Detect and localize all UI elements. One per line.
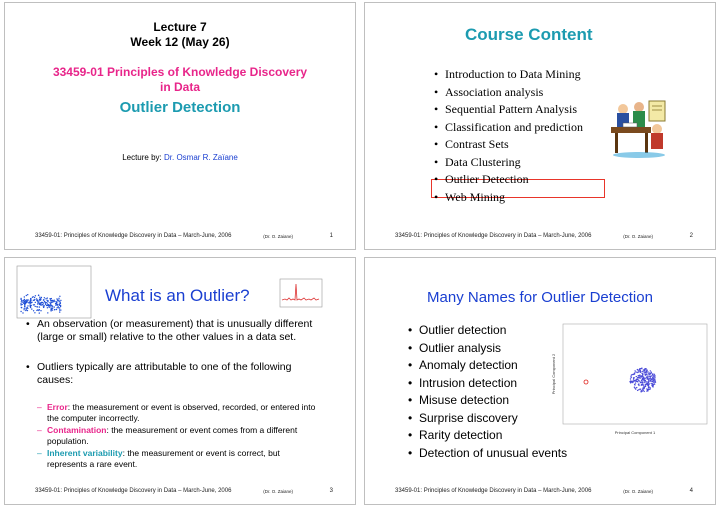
scatter-dot: [20, 298, 21, 299]
slide-3[interactable]: [4, 257, 356, 505]
cause-term: Error: [47, 402, 68, 412]
pca-dot: [649, 389, 650, 390]
pca-dot: [642, 374, 643, 375]
pca-dot: [643, 387, 644, 388]
pca-dot: [646, 372, 647, 373]
scatter-dot: [24, 308, 25, 309]
footer-author: (Dr. O. Zaiane): [623, 234, 653, 239]
pca-dot: [633, 379, 634, 380]
pca-dot: [635, 380, 636, 381]
signal-spike-thumbnail-icon: [279, 278, 323, 308]
scatter-dot: [27, 299, 28, 300]
pca-dot: [632, 382, 633, 383]
pca-dot: [647, 375, 648, 376]
scatter-dot: [20, 304, 21, 305]
scatter-dot: [36, 298, 37, 299]
scatter-dot: [21, 307, 22, 308]
scatter-dot: [35, 302, 36, 303]
scatter-dot: [46, 302, 47, 303]
pca-dot: [637, 369, 638, 370]
pca-dot: [641, 373, 642, 374]
scatter-dot: [30, 298, 31, 299]
lecture-number: Lecture 7: [153, 20, 207, 34]
scatter-dot: [44, 301, 45, 302]
pca-dot: [634, 384, 635, 385]
pca-dot: [645, 371, 646, 372]
cause-term: Contamination: [47, 425, 107, 435]
scatter-dot: [24, 304, 25, 305]
pca-dot: [647, 371, 648, 372]
footer-text: 33459-01: Principles of Knowledge Discovery in Data – March-June, 2006: [395, 233, 592, 239]
pca-dot: [639, 375, 640, 376]
footer-text: 33459-01: Principles of Knowledge Discovery in Data – March-June, 2006: [395, 488, 592, 494]
scatter-dot: [23, 303, 24, 304]
pca-dot: [640, 382, 641, 383]
course-title-line1: 33459-01 Principles of Knowledge Discovery: [52, 65, 308, 79]
list-item: • Intrusion detection: [405, 375, 575, 393]
footer-author: (Dr. O. Zaiane): [623, 489, 653, 494]
scatter-dot: [43, 307, 44, 308]
scatter-dot: [40, 305, 41, 306]
slide-1[interactable]: [4, 2, 356, 250]
scatter-dot: [47, 312, 48, 313]
scatter-dot: [55, 303, 56, 304]
pca-dot: [646, 381, 647, 382]
scatter-dot: [20, 311, 21, 312]
scatter-dot: [33, 304, 34, 305]
pca-dot: [652, 374, 653, 375]
scatter-dot: [60, 300, 61, 301]
cause-desc: : the measurement or event comes from a different population.: [47, 425, 298, 446]
list-item[interactable]: • Contrast Sets: [431, 136, 611, 154]
pca-dot: [648, 384, 649, 385]
course-title-line2: in Data: [159, 80, 200, 94]
scatter-dot: [54, 301, 55, 302]
scatter-dot: [23, 309, 24, 310]
scatter-dot: [24, 296, 25, 297]
pca-dot: [647, 390, 648, 391]
lecturer-line: [5, 153, 355, 162]
scatter-dot: [47, 297, 48, 298]
scatter-dot: [56, 309, 57, 310]
list-item[interactable]: • Introduction to Data Mining: [431, 66, 611, 84]
scatter-dot: [60, 309, 61, 310]
scatter-dot: [24, 299, 25, 300]
pca-dot: [646, 374, 647, 375]
scatter-dot: [34, 299, 35, 300]
pca-dot: [636, 376, 637, 377]
pca-dot: [634, 387, 635, 388]
scatter-dot: [59, 296, 60, 297]
pca-dot: [648, 386, 649, 387]
course-topic-list: [431, 66, 611, 206]
scatter-dot: [32, 297, 33, 298]
pca-dot: [644, 370, 645, 371]
lecture-week: Week 12 (May 26): [130, 35, 230, 49]
scatter-dot: [58, 304, 59, 305]
scatter-dot: [24, 306, 25, 307]
scatter-dot: [55, 304, 56, 305]
scatter-dot: [36, 306, 37, 307]
list-item[interactable]: • Classification and prediction: [431, 119, 611, 137]
scatter-dot: [27, 305, 28, 306]
course-title: [5, 65, 355, 95]
slide-title: What is an Outlier?: [105, 286, 250, 305]
scatter-dot: [47, 307, 48, 308]
scatter-dot: [51, 308, 52, 309]
scatter-dot: [56, 304, 57, 305]
pca-dot: [637, 372, 638, 373]
scatter-dot: [41, 297, 42, 298]
pca-dot: [640, 372, 641, 373]
outlier-causes-list: [37, 402, 317, 470]
list-item: • An observation (or measurement) that is unusually different (large or small) relative to the other values in a data set.: [23, 318, 323, 344]
students-clipart-icon: [609, 97, 669, 159]
pca-dot: [633, 378, 634, 379]
scatter-dot: [38, 295, 39, 296]
pca-dot: [643, 379, 644, 380]
pca-dot: [652, 383, 653, 384]
pca-dot: [649, 376, 650, 377]
pca-dot: [646, 388, 647, 389]
scatter-dot: [24, 301, 25, 302]
pca-dot: [651, 383, 652, 384]
pca-dot: [631, 374, 632, 375]
list-item: – Contamination: the measurement or event comes from a different population.: [37, 425, 298, 446]
pca-dot: [654, 379, 655, 380]
pca-dot: [638, 383, 639, 384]
scatter-dot: [45, 298, 46, 299]
scatter-dot: [60, 302, 61, 303]
pca-dot: [641, 368, 642, 369]
pca-dot: [630, 376, 631, 377]
scatter-dot: [23, 300, 24, 301]
list-item[interactable]: • Association analysis: [431, 84, 611, 102]
pca-dot: [652, 386, 653, 387]
scatter-dot: [26, 295, 27, 296]
scatter-dot: [39, 303, 40, 304]
pca-dot: [639, 389, 640, 390]
pca-dot: [648, 380, 649, 381]
scatter-dot: [31, 302, 32, 303]
list-item: • Outlier detection: [405, 322, 575, 340]
pca-dot: [643, 376, 644, 377]
pca-dot: [630, 380, 631, 381]
scatter-dot: [50, 310, 51, 311]
scatter-dot: [30, 307, 31, 308]
pca-dot: [650, 380, 651, 381]
scatter-dot: [27, 308, 28, 309]
pca-dot: [635, 382, 636, 383]
pca-dot: [638, 370, 639, 371]
pca-dot: [644, 373, 645, 374]
pca-dot: [639, 369, 640, 370]
scatter-dot: [40, 310, 41, 311]
scatter-dot: [40, 300, 41, 301]
pca-dot: [643, 390, 644, 391]
pca-dot: [639, 381, 640, 382]
scatter-dot: [33, 300, 34, 301]
pca-dot: [638, 377, 639, 378]
pca-dot: [653, 380, 654, 381]
scatter-dot: [52, 300, 53, 301]
pca-dot: [642, 371, 643, 372]
pca-dot: [638, 385, 639, 386]
pca-dot: [653, 382, 654, 383]
scatter-dot: [45, 304, 46, 305]
pca-dot: [644, 382, 645, 383]
footer-text: 33459-01: Principles of Knowledge Discovery in Data – March-June, 2006: [35, 233, 232, 239]
scatter-dot: [36, 300, 37, 301]
pca-dot: [633, 381, 634, 382]
list-item: • Anomaly detection: [405, 357, 575, 375]
slide-title: Many Names for Outlier Detection: [427, 289, 653, 306]
outlier-scatter-thumbnail-icon: [11, 264, 93, 322]
scatter-dot: [27, 294, 28, 295]
pca-dot: [640, 376, 641, 377]
scatter-dot: [39, 306, 40, 307]
scatter-dot: [41, 302, 42, 303]
scatter-dot: [25, 300, 26, 301]
pca-dot: [641, 390, 642, 391]
scatter-dot: [48, 304, 49, 305]
scatter-dot: [31, 308, 32, 309]
scatter-dot: [51, 302, 52, 303]
scatter-dot: [34, 297, 35, 298]
pca-dot: [645, 384, 646, 385]
pca-dot: [636, 381, 637, 382]
plot-ylabel: Principal Component 2: [551, 353, 556, 395]
scatter-dot: [26, 309, 27, 310]
scatter-dot: [30, 300, 31, 301]
scatter-dot: [22, 312, 23, 313]
scatter-dot: [46, 305, 47, 306]
pca-dot: [650, 370, 651, 371]
pca-dot: [642, 383, 643, 384]
scatter-dot: [27, 310, 28, 311]
scatter-dot: [55, 301, 56, 302]
footer-text: 33459-01: Principles of Knowledge Discovery in Data – March-June, 2006: [35, 488, 232, 494]
pca-dot: [654, 383, 655, 384]
pca-scatter-plot: [545, 320, 711, 440]
pca-dot: [645, 385, 646, 386]
plot-xlabel: Principal Component 1: [614, 430, 656, 435]
page-number: 3: [329, 488, 333, 494]
pca-dot: [654, 381, 655, 382]
outlier-definition-list: [23, 318, 323, 387]
pca-dot: [644, 391, 645, 392]
scatter-dot: [39, 312, 40, 313]
scatter-dot: [44, 305, 45, 306]
scatter-dot: [57, 300, 58, 301]
list-item: • Surprise discovery: [405, 410, 575, 428]
page-number: 1: [329, 233, 333, 239]
pca-dot: [646, 369, 647, 370]
scatter-dot: [52, 301, 53, 302]
list-item[interactable]: • Web Mining: [431, 189, 611, 207]
pca-dot: [646, 376, 647, 377]
scatter-dot: [25, 310, 26, 311]
pca-dot: [654, 377, 655, 378]
lecture-heading: [5, 20, 355, 50]
pca-dot: [642, 376, 643, 377]
pca-dot: [633, 374, 634, 375]
scatter-dot: [35, 295, 36, 296]
page-number: 4: [689, 488, 693, 494]
cause-desc: : the measurement or event is observed, recorded, or entered into the computer incorrectly.: [47, 402, 316, 423]
scatter-dot: [58, 298, 59, 299]
list-item: • Misuse detection: [405, 392, 575, 410]
pca-dot: [644, 372, 645, 373]
scatter-dot: [49, 307, 50, 308]
pca-dot: [636, 387, 637, 388]
pca-dot: [630, 378, 631, 379]
pca-dot: [654, 375, 655, 376]
scatter-dot: [37, 303, 38, 304]
pca-dot: [652, 378, 653, 379]
scatter-dot: [26, 302, 27, 303]
scatter-dot: [34, 312, 35, 313]
list-item: – Error: the measurement or event is observed, recorded, or entered into the computer incorrectly.: [37, 402, 316, 423]
page-number: 2: [689, 233, 693, 239]
list-item: • Outliers typically are attributable to one of the following causes:: [23, 361, 323, 387]
scatter-dot: [54, 300, 55, 301]
scatter-dot: [38, 300, 39, 301]
scatter-dot: [43, 300, 44, 301]
pca-dot: [648, 374, 649, 375]
list-item: • Detection of unusual events: [405, 445, 575, 463]
scatter-dot: [21, 301, 22, 302]
pca-dot: [650, 387, 651, 388]
scatter-dot: [37, 301, 38, 302]
cause-desc: : the measurement or event is correct, but represents a rare event.: [47, 448, 280, 469]
list-item: • Outlier analysis: [405, 340, 575, 358]
list-item: • Rarity detection: [405, 427, 575, 445]
list-item[interactable]: • Data Clustering: [431, 154, 611, 172]
scatter-dot: [47, 301, 48, 302]
pca-dot: [650, 372, 651, 373]
pca-dot: [631, 381, 632, 382]
scatter-dot: [51, 305, 52, 306]
pca-dot: [638, 371, 639, 372]
pca-dot: [641, 382, 642, 383]
scatter-dot: [35, 306, 36, 307]
pca-dot: [647, 378, 648, 379]
list-item[interactable]: • Sequential Pattern Analysis: [431, 101, 611, 119]
scatter-dot: [59, 311, 60, 312]
slide-2[interactable]: [364, 2, 716, 250]
slide-4[interactable]: [364, 257, 716, 505]
scatter-dot: [49, 302, 50, 303]
scatter-dot: [59, 307, 60, 308]
pca-dot: [634, 373, 635, 374]
pca-dot: [651, 381, 652, 382]
scatter-dot: [49, 298, 50, 299]
pca-dot: [653, 375, 654, 376]
scatter-dot: [58, 300, 59, 301]
pca-dot: [645, 375, 646, 376]
scatter-dot: [36, 310, 37, 311]
lecturer-name[interactable]: Dr. Osmar R. Zaïane: [164, 153, 238, 162]
footer-author: (Dr. O. Zaiane): [263, 234, 293, 239]
scatter-dot: [42, 304, 43, 305]
scatter-dot: [20, 303, 21, 304]
lecturer-label: Lecture by:: [122, 153, 164, 162]
scatter-dot: [59, 309, 60, 310]
pca-dot: [634, 370, 635, 371]
scatter-dot: [58, 306, 59, 307]
list-item[interactable]: • Outlier Detection: [431, 171, 611, 189]
scatter-dot: [39, 297, 40, 298]
pca-dot: [650, 377, 651, 378]
list-item: – Inherent variability: the measurement or event is correct, but represents a rare event.: [37, 448, 280, 469]
cause-term: Inherent variability: [47, 448, 123, 458]
pca-dot: [645, 381, 646, 382]
pca-dot: [645, 380, 646, 381]
pca-dot: [638, 380, 639, 381]
scatter-dot: [29, 303, 30, 304]
scatter-dot: [33, 310, 34, 311]
pca-dot: [642, 388, 643, 389]
scatter-dot: [52, 309, 53, 310]
pca-dot: [631, 377, 632, 378]
pca-dot: [642, 378, 643, 379]
scatter-dot: [54, 309, 55, 310]
topic-title: Outlier Detection: [119, 99, 241, 116]
footer-author: (Dr. O. Zaiane): [263, 489, 293, 494]
scatter-dot: [51, 298, 52, 299]
pca-dot: [637, 390, 638, 391]
scatter-dot: [29, 304, 30, 305]
pca-dot: [635, 371, 636, 372]
pca-dot: [644, 368, 645, 369]
scatter-dot: [54, 306, 55, 307]
scatter-dot: [44, 297, 45, 298]
scatter-dot: [39, 304, 40, 305]
slide-title: Course Content: [465, 25, 593, 44]
